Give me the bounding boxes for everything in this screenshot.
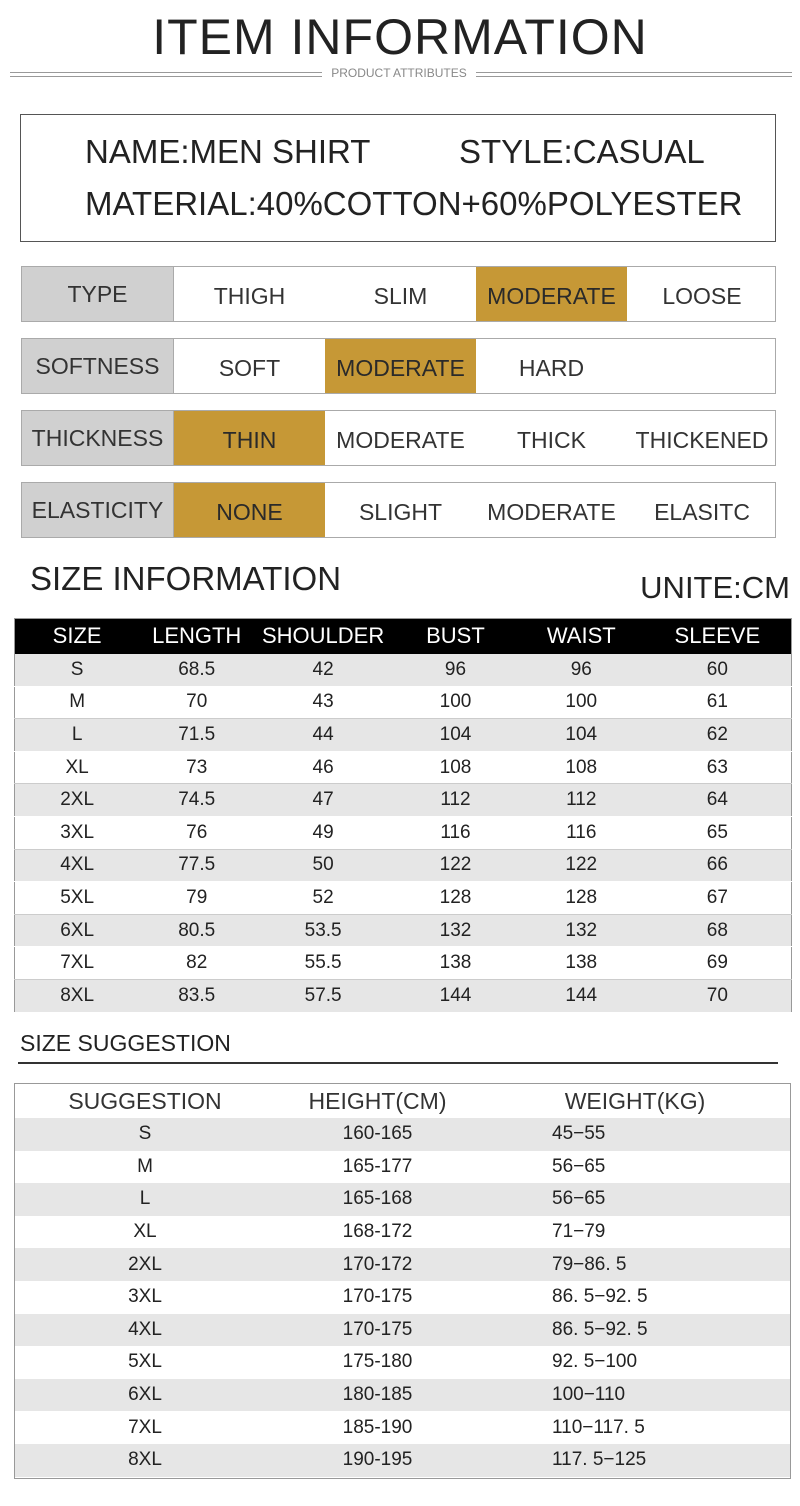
- column-header: SHOULDER: [254, 619, 392, 654]
- table-row: [15, 1346, 790, 1379]
- table-row: [15, 1379, 790, 1412]
- table-row: [15, 1151, 790, 1184]
- table-cell: 66: [644, 849, 792, 882]
- table-row: [15, 1248, 790, 1281]
- table-cell: 70: [644, 979, 792, 1012]
- table-row: [15, 882, 792, 915]
- attribute-label: THICKNESS: [22, 411, 174, 465]
- table-cell: 5XL: [15, 882, 140, 915]
- table-cell: 165-168: [275, 1183, 480, 1216]
- divider-line-right: [476, 72, 792, 77]
- table-cell: 50: [254, 849, 392, 882]
- product-material: MATERIAL:40%COTTON+60%POLYESTER: [85, 185, 743, 222]
- table-cell: M: [15, 1151, 275, 1184]
- table-cell: 6XL: [15, 1379, 275, 1412]
- table-cell: 170-175: [275, 1314, 480, 1347]
- table-cell: 116: [392, 816, 519, 849]
- table-cell: 170-175: [275, 1281, 480, 1314]
- table-cell: 4XL: [15, 849, 140, 882]
- table-row: [15, 1411, 790, 1444]
- table-cell: 112: [519, 784, 644, 817]
- table-cell: 92. 5−100: [480, 1346, 790, 1379]
- table-cell: 62: [644, 719, 792, 752]
- table-cell: M: [15, 686, 140, 719]
- table-cell: 100−110: [480, 1379, 790, 1412]
- table-cell: 175-180: [275, 1346, 480, 1379]
- table-cell: 128: [519, 882, 644, 915]
- table-cell: 180-185: [275, 1379, 480, 1412]
- table-row: [15, 914, 792, 947]
- table-cell: 160-165: [275, 1118, 480, 1151]
- table-cell: 47: [254, 784, 392, 817]
- divider-line-left: [10, 72, 322, 77]
- attribute-row-thickness: [21, 410, 776, 466]
- table-cell: 43: [254, 686, 392, 719]
- table-cell: 122: [392, 849, 519, 882]
- attribute-row-elasticity: [21, 482, 776, 538]
- attribute-option-selected: MODERATE: [476, 267, 627, 321]
- suggestion-table-header: [15, 1084, 790, 1118]
- table-cell: 6XL: [15, 914, 140, 947]
- table-cell: 8XL: [15, 979, 140, 1012]
- table-cell: 168-172: [275, 1216, 480, 1249]
- product-info-box: [20, 114, 776, 242]
- table-cell: 77.5: [139, 849, 254, 882]
- unit-label: UNITE:CM: [640, 570, 790, 605]
- table-cell: 86. 5−92. 5: [480, 1314, 790, 1347]
- table-cell: 138: [519, 947, 644, 980]
- table-row: [15, 849, 792, 882]
- attribute-option: MODERATE: [487, 498, 616, 525]
- attribute-option-selected: THIN: [174, 411, 325, 465]
- table-cell: XL: [15, 751, 140, 784]
- attribute-option: THICK: [517, 426, 586, 453]
- table-cell: XL: [15, 1216, 275, 1249]
- table-cell: 3XL: [15, 816, 140, 849]
- attribute-option: ELASITC: [654, 498, 750, 525]
- table-cell: 108: [392, 751, 519, 784]
- table-cell: L: [15, 719, 140, 752]
- table-row: [15, 1281, 790, 1314]
- table-cell: 61: [644, 686, 792, 719]
- attribute-label: ELASTICITY: [22, 483, 174, 537]
- table-cell: 7XL: [15, 1411, 275, 1444]
- table-cell: 110−117. 5: [480, 1411, 790, 1444]
- table-cell: L: [15, 1183, 275, 1216]
- size-suggestion-title: SIZE SUGGESTION: [20, 1030, 231, 1056]
- table-cell: 7XL: [15, 947, 140, 980]
- table-cell: 4XL: [15, 1314, 275, 1347]
- table-cell: 96: [392, 654, 519, 687]
- table-cell: 73: [139, 751, 254, 784]
- column-header: SUGGESTION: [15, 1084, 275, 1118]
- product-name: NAME:MEN SHIRT: [85, 133, 371, 170]
- column-header: WEIGHT(KG): [480, 1084, 790, 1118]
- subtitle-divider: [10, 66, 792, 84]
- attribute-option: THIGH: [213, 282, 286, 309]
- table-cell: 83.5: [139, 979, 254, 1012]
- table-row: [15, 1183, 790, 1216]
- attribute-option-selected: NONE: [174, 483, 325, 537]
- table-cell: 104: [392, 719, 519, 752]
- table-cell: 79−86. 5: [480, 1248, 790, 1281]
- table-row: [15, 719, 792, 752]
- table-cell: 65: [644, 816, 792, 849]
- table-cell: 2XL: [15, 1248, 275, 1281]
- table-cell: 132: [392, 914, 519, 947]
- attribute-option: SLIM: [373, 282, 428, 309]
- table-row: [15, 751, 792, 784]
- table-cell: 138: [392, 947, 519, 980]
- attribute-option: SLIGHT: [358, 498, 443, 525]
- table-cell: S: [15, 654, 140, 687]
- page-subtitle: PRODUCT ATTRIBUTES: [331, 66, 467, 80]
- column-header: HEIGHT(CM): [275, 1084, 480, 1118]
- table-row: [15, 979, 792, 1012]
- table-cell: 104: [519, 719, 644, 752]
- table-cell: 42: [254, 654, 392, 687]
- table-cell: 165-177: [275, 1151, 480, 1184]
- table-cell: 68.5: [139, 654, 254, 687]
- table-cell: 144: [392, 979, 519, 1012]
- column-header: BUST: [392, 619, 519, 654]
- table-cell: 5XL: [15, 1346, 275, 1379]
- table-row: [15, 784, 792, 817]
- table-cell: 45−55: [480, 1118, 790, 1151]
- table-row: [15, 947, 792, 980]
- table-cell: 56−65: [480, 1151, 790, 1184]
- table-row: [15, 816, 792, 849]
- table-cell: 71.5: [139, 719, 254, 752]
- table-cell: 56−65: [480, 1183, 790, 1216]
- table-cell: 185-190: [275, 1411, 480, 1444]
- column-header: LENGTH: [139, 619, 254, 654]
- size-table: [14, 618, 792, 1013]
- table-cell: 60: [644, 654, 792, 687]
- table-cell: 8XL: [15, 1444, 275, 1477]
- suggestion-table: [15, 1084, 790, 1477]
- size-suggestion-rule: [18, 1062, 778, 1064]
- table-row: [15, 1216, 790, 1249]
- attribute-row-softness: [21, 338, 776, 394]
- table-cell: 112: [392, 784, 519, 817]
- table-cell: 69: [644, 947, 792, 980]
- table-cell: 122: [519, 849, 644, 882]
- table-cell: 100: [392, 686, 519, 719]
- table-cell: 44: [254, 719, 392, 752]
- table-cell: 96: [519, 654, 644, 687]
- size-info-title: SIZE INFORMATION: [30, 560, 342, 597]
- suggestion-table-frame: [14, 1083, 791, 1479]
- table-cell: 144: [519, 979, 644, 1012]
- table-cell: 67: [644, 882, 792, 915]
- table-cell: 49: [254, 816, 392, 849]
- table-cell: 108: [519, 751, 644, 784]
- table-cell: 170-172: [275, 1248, 480, 1281]
- table-cell: 128: [392, 882, 519, 915]
- table-row: [15, 1444, 790, 1477]
- table-cell: 79: [139, 882, 254, 915]
- attribute-row-type: [21, 266, 776, 322]
- table-row: [15, 686, 792, 719]
- table-cell: S: [15, 1118, 275, 1151]
- table-cell: 76: [139, 816, 254, 849]
- table-cell: 46: [254, 751, 392, 784]
- attribute-option: SOFT: [218, 354, 281, 381]
- attribute-option-selected: MODERATE: [325, 339, 476, 393]
- attribute-option: THICKENED: [635, 426, 769, 453]
- table-cell: 68: [644, 914, 792, 947]
- table-cell: 82: [139, 947, 254, 980]
- attribute-option: LOOSE: [662, 282, 742, 309]
- table-row: [15, 1314, 790, 1347]
- table-cell: 132: [519, 914, 644, 947]
- page-title: ITEM INFORMATION: [152, 9, 648, 65]
- table-cell: 80.5: [139, 914, 254, 947]
- table-cell: 52: [254, 882, 392, 915]
- table-cell: 190-195: [275, 1444, 480, 1477]
- table-cell: 74.5: [139, 784, 254, 817]
- table-cell: 63: [644, 751, 792, 784]
- table-cell: 86. 5−92. 5: [480, 1281, 790, 1314]
- attribute-label: SOFTNESS: [22, 339, 174, 393]
- table-cell: 117. 5−125: [480, 1444, 790, 1477]
- column-header: WAIST: [519, 619, 644, 654]
- table-row: [15, 654, 792, 687]
- table-cell: 2XL: [15, 784, 140, 817]
- size-table-header: [15, 619, 792, 654]
- table-cell: 57.5: [254, 979, 392, 1012]
- attribute-option: HARD: [518, 354, 585, 381]
- column-header: SIZE: [15, 619, 140, 654]
- table-cell: 64: [644, 784, 792, 817]
- table-cell: 3XL: [15, 1281, 275, 1314]
- table-cell: 53.5: [254, 914, 392, 947]
- table-cell: 116: [519, 816, 644, 849]
- table-row: [15, 1118, 790, 1151]
- table-cell: 70: [139, 686, 254, 719]
- column-header: SLEEVE: [644, 619, 792, 654]
- attribute-option: MODERATE: [336, 426, 465, 453]
- attribute-option-empty: [627, 339, 777, 393]
- table-cell: 71−79: [480, 1216, 790, 1249]
- table-cell: 100: [519, 686, 644, 719]
- product-style: STYLE:CASUAL: [459, 133, 705, 170]
- attribute-label: TYPE: [22, 267, 174, 321]
- table-cell: 55.5: [254, 947, 392, 980]
